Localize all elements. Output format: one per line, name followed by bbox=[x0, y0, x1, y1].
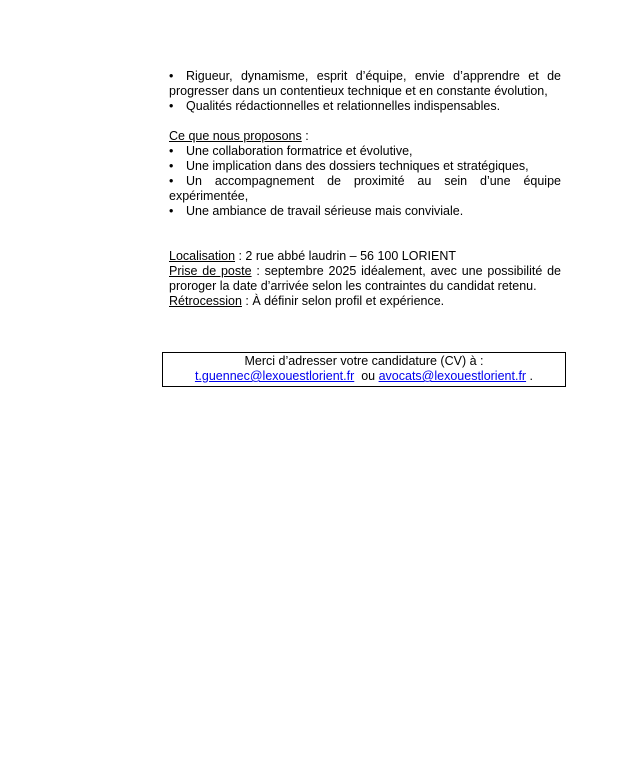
location-line: Localisation : 2 rue abbé laudrin – 56 100 LORIENT bbox=[169, 249, 456, 263]
skill-item: • Qualités rédactionnelles et relationnelles indispensables. bbox=[169, 99, 501, 113]
offer-heading: Ce que nous proposons : bbox=[169, 129, 309, 143]
fee-line: Rétrocession : À définir selon profil et expérience. bbox=[169, 294, 445, 308]
bullet-icon: • bbox=[169, 144, 174, 158]
start-date-line: Prise de poste : septembre 2025 idéalement, avec une possibilité de proroger la date d’arrivée selon les contraintes du candidat retenu. bbox=[169, 264, 561, 293]
offer-item: • Une implication dans des dossiers techniques et stratégiques, bbox=[169, 159, 529, 173]
bullet-icon: • bbox=[169, 69, 174, 83]
bullet-icon: • bbox=[169, 174, 174, 188]
job-posting-body bbox=[169, 69, 561, 309]
offer-item: • Un accompagnement de proximité au sein d’une équipe expérimentée, bbox=[169, 174, 561, 203]
contact-instruction: Merci d’adresser votre candidature (CV) à : bbox=[244, 354, 484, 368]
bullet-icon: • bbox=[169, 99, 174, 113]
skill-item: • Rigueur, dynamisme, esprit d’équipe, envie d’apprendre et de progresser dans un contentieux technique et en constante évolution, bbox=[169, 69, 561, 98]
offer-item: • Une collaboration formatrice et évolutive, bbox=[169, 144, 413, 158]
contact-emails: t.guennec@lexouestlorient.fr ou avocats@lexouestlorient.fr . bbox=[194, 369, 534, 383]
offer-item: • Une ambiance de travail sérieuse mais conviviale. bbox=[169, 204, 464, 218]
contact-box bbox=[162, 352, 566, 387]
email-link-guennec[interactable]: t.guennec@lexouestlorient.fr bbox=[194, 369, 355, 383]
bullet-icon: • bbox=[169, 159, 174, 173]
bullet-icon: • bbox=[169, 204, 174, 218]
email-link-avocats[interactable]: avocats@lexouestlorient.fr bbox=[378, 369, 527, 383]
